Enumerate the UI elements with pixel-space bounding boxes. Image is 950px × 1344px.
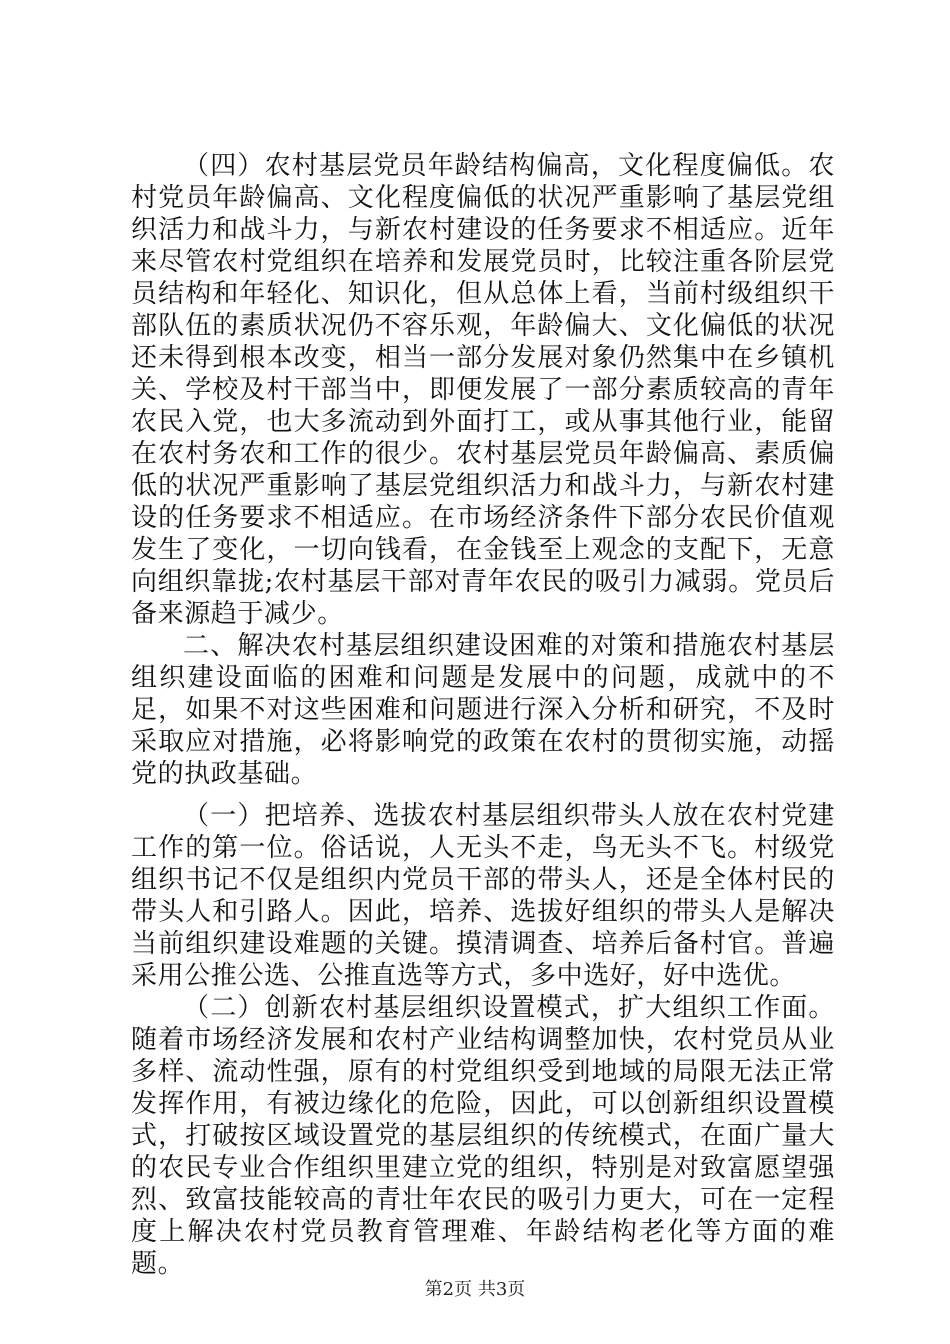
document-body: [131, 150, 835, 1280]
paragraph-part-two: 二、解决农村基层组织建设困难的对策和措施农村基层组织建设面临的困难和问题是发展中的问题，成就中的不足，如果不对这些困难和问题进行深入分析和研究，不及时采取应对措施，必将影响党的政策在农村的贯彻实施，动摇党的执政基础。: [131, 631, 835, 789]
paragraph-section-four: （四）农村基层党员年龄结构偏高，文化程度偏低。农村党员年龄偏高、文化程度偏低的状况严重影响了基层党组织活力和战斗力，与新农村建设的任务要求不相适应。近年来尽管农村党组织在培养和发展党员时，比较注重各阶层党员结构和年轻化、知识化，但从总体上看，当前村级组织干部队伍的素质状况仍不容乐观，年龄偏大、文化偏低的状况还未得到根本改变，相当一部分发展对象仍然集中在乡镇机关、学校及村干部当中，即便发展了一部分素质较高的青年农民入党，也大多流动到外面打工，或从事其他行业，能留在农村务农和工作的很少。农村基层党员年龄偏高、素质偏低的状况严重影响了基层党组织活力和战斗力，与新农村建设的任务要求不相适应。在市场经济条件下部分农民价值观发生了变化，一切向钱看，在金钱至上观念的支配下，无意向组织靠拢;农村基层干部对青年农民的吸引力减弱。党员后备来源趋于减少。: [131, 151, 835, 629]
page-number: 第2页 共3页: [424, 1279, 526, 1300]
page-footer: [0, 1278, 950, 1302]
paragraph-section-two: （二）创新农村基层组织设置模式，扩大组织工作面。随着市场经济发展和农村产业结构调整加快，农村党员从业多样、流动性强，原有的村党组织受到地域的局限无法正常发挥作用，有被边缘化的危险，因此，可以创新组织设置模式，打破按区域设置党的基层组织的传统模式，在面广量大的农民专业合作组织里建立党的组织，特别是对致富愿望强烈、致富技能较高的青壮年农民的吸引力更大，可在一定程度上解决农村党员教育管理难、年龄结构老化等方面的难题。: [131, 993, 835, 1279]
paragraph-section-one: （一）把培养、选拔农村基层组织带头人放在农村党建工作的第一位。俗话说，人无头不走，鸟无头不飞。村级党组织书记不仅是组织内党员干部的带头人，还是全体村民的带头人和引路人。因此，培养、选拔好组织的带头人是解决当前组织建设难题的关键。摸清调查、培养后备村官。普遍采用公推公选、公推直选等方式，多中选好，好中选优。: [131, 801, 835, 991]
